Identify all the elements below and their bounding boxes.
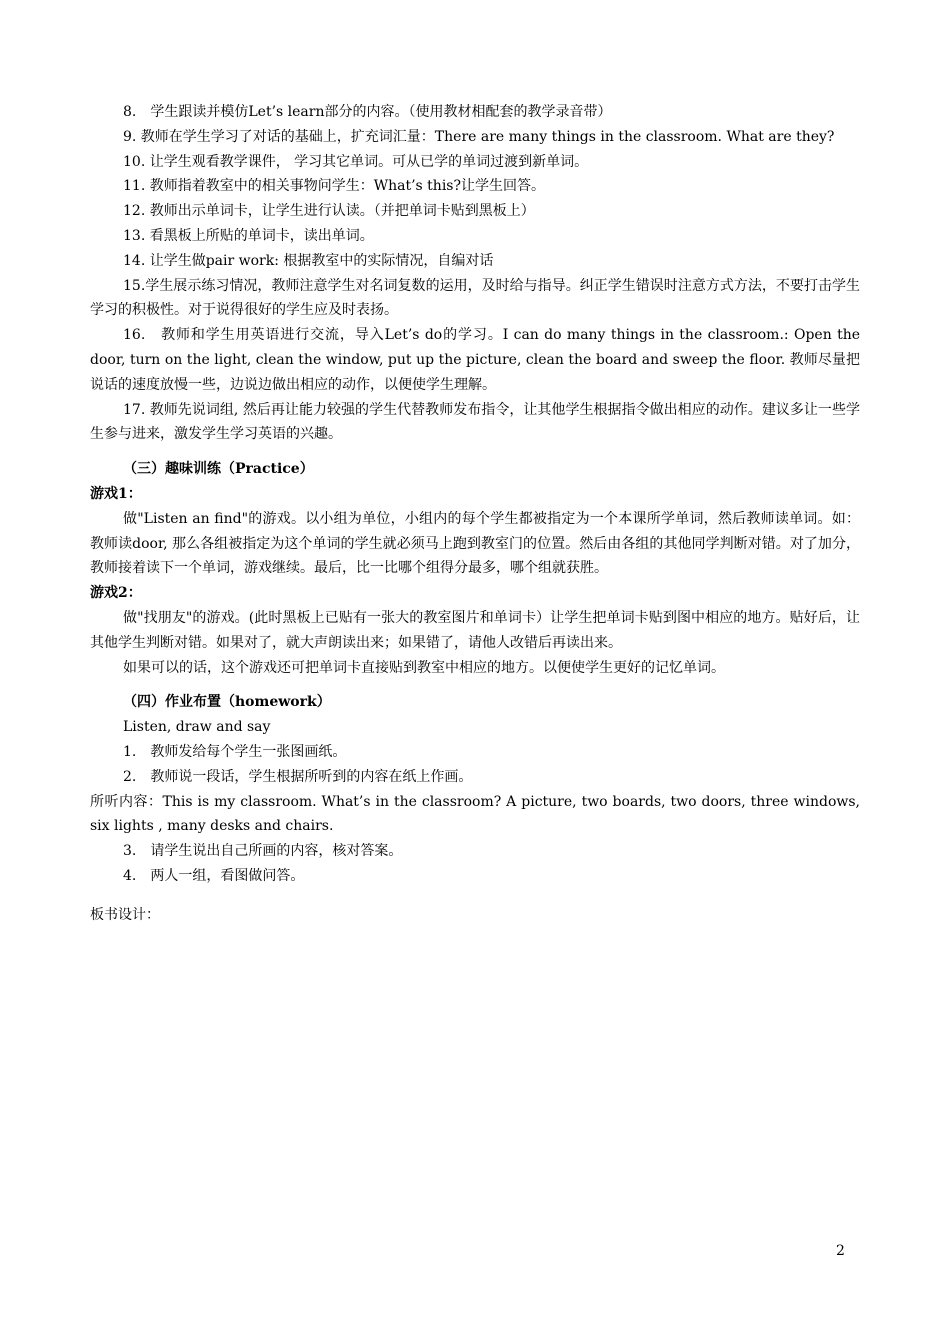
homework-heading: （四）作业布置（homework）: [123, 694, 331, 711]
step-17: 17. 教师先说词组, 然后再让能力较强的学生代替教师发布指令，让其他学生根据指令做出相应的动作。建议多让一些学生参与进来，激发学生学习英语的兴趣。: [90, 401, 860, 443]
practice-heading: （三）趣味训练（Practice）: [123, 461, 314, 478]
homework-step-3: 3. 请学生说出自己所画的内容，核对答案。: [123, 843, 403, 860]
document-page: [90, 100, 860, 928]
step-11: 11. 教师指着教室中的相关事物问学生：What’s this?让学生回答。: [123, 178, 545, 195]
game1-text: 做"Listen an find"的游戏。以小组为单位，小组内的每个学生都被指定为一个本课所学单词，然后教师读单词。如：教师读door, 那么各组被指定为这个单词的学生就必须马上跑到教室门的位置。然后由各组的其他同学判断对错。对了加分，教师接着读下一个单词，游戏继续。最后，比一比哪个组得分最多，哪个组就获胜。: [90, 510, 860, 577]
homework-title: Listen, draw and say: [123, 719, 271, 736]
step-8: 8. 学生跟读并模仿Let’s learn部分的内容。（使用教材相配套的教学录音带）: [123, 104, 612, 120]
step-15: 15.学生展示练习情况，教师注意学生对名词复数的运用，及时给与指导。纠正学生错误时注意方式方法，不要打击学生学习的积极性。对于说得很好的学生应及时表扬。: [90, 277, 860, 319]
homework-content: 所听内容：This is my classroom. What’s in the classroom? A picture, two boards, two doors, three windows, six lights , many desks and chairs.: [90, 793, 860, 835]
homework-step-4: 4. 两人一组，看图做问答。: [123, 867, 305, 884]
step-9: 9. 教师在学生学习了对话的基础上，扩充词汇量：There are many things in the classroom. What are they?: [123, 128, 835, 145]
step-13: 13. 看黑板上所贴的单词卡，读出单词。: [123, 227, 374, 244]
board-design-label: 板书设计：: [90, 906, 160, 923]
step-14: 14. 让学生做pair work: 根据教室中的实际情况，自编对话: [123, 252, 494, 269]
game2-extra: 如果可以的话，这个游戏还可把单词卡直接贴到教室中相应的地方。以便使学生更好的记忆单词。: [123, 659, 725, 676]
page-number: 2: [836, 1243, 845, 1259]
step-12: 12. 教师出示单词卡，让学生进行认读。（并把单词卡贴到黑板上）: [123, 203, 535, 220]
step-10: 10. 让学生观看教学课件， 学习其它单词。可从已学的单词过渡到新单词。: [123, 153, 589, 170]
game1-label: 游戏1：: [90, 485, 142, 502]
homework-step-1: 1. 教师发给每个学生一张图画纸。: [123, 743, 347, 760]
step-16: 16. 教师和学生用英语进行交流，导入Let’s do的学习。I can do many things in the classroom.: Open the door, turn on the light, clean the window, put up the picture, clean the board and sweep the floor. 教师尽量把说话的速度放慢一些，边说边做出相应的动作，以便使学生理解。: [90, 327, 860, 393]
homework-step-2: 2. 教师说一段话，学生根据所听到的内容在纸上作画。: [123, 768, 473, 785]
game2-text: 做"找朋友"的游戏。(此时黑板上已贴有一张大的教室图片和单词卡）让学生把单词卡贴到图中相应的地方。贴好后，让其他学生判断对错。如果对了，就大声朗读出来；如果错了，请他人改错后再读出来。: [90, 609, 860, 651]
game2-label: 游戏2：: [90, 585, 142, 602]
